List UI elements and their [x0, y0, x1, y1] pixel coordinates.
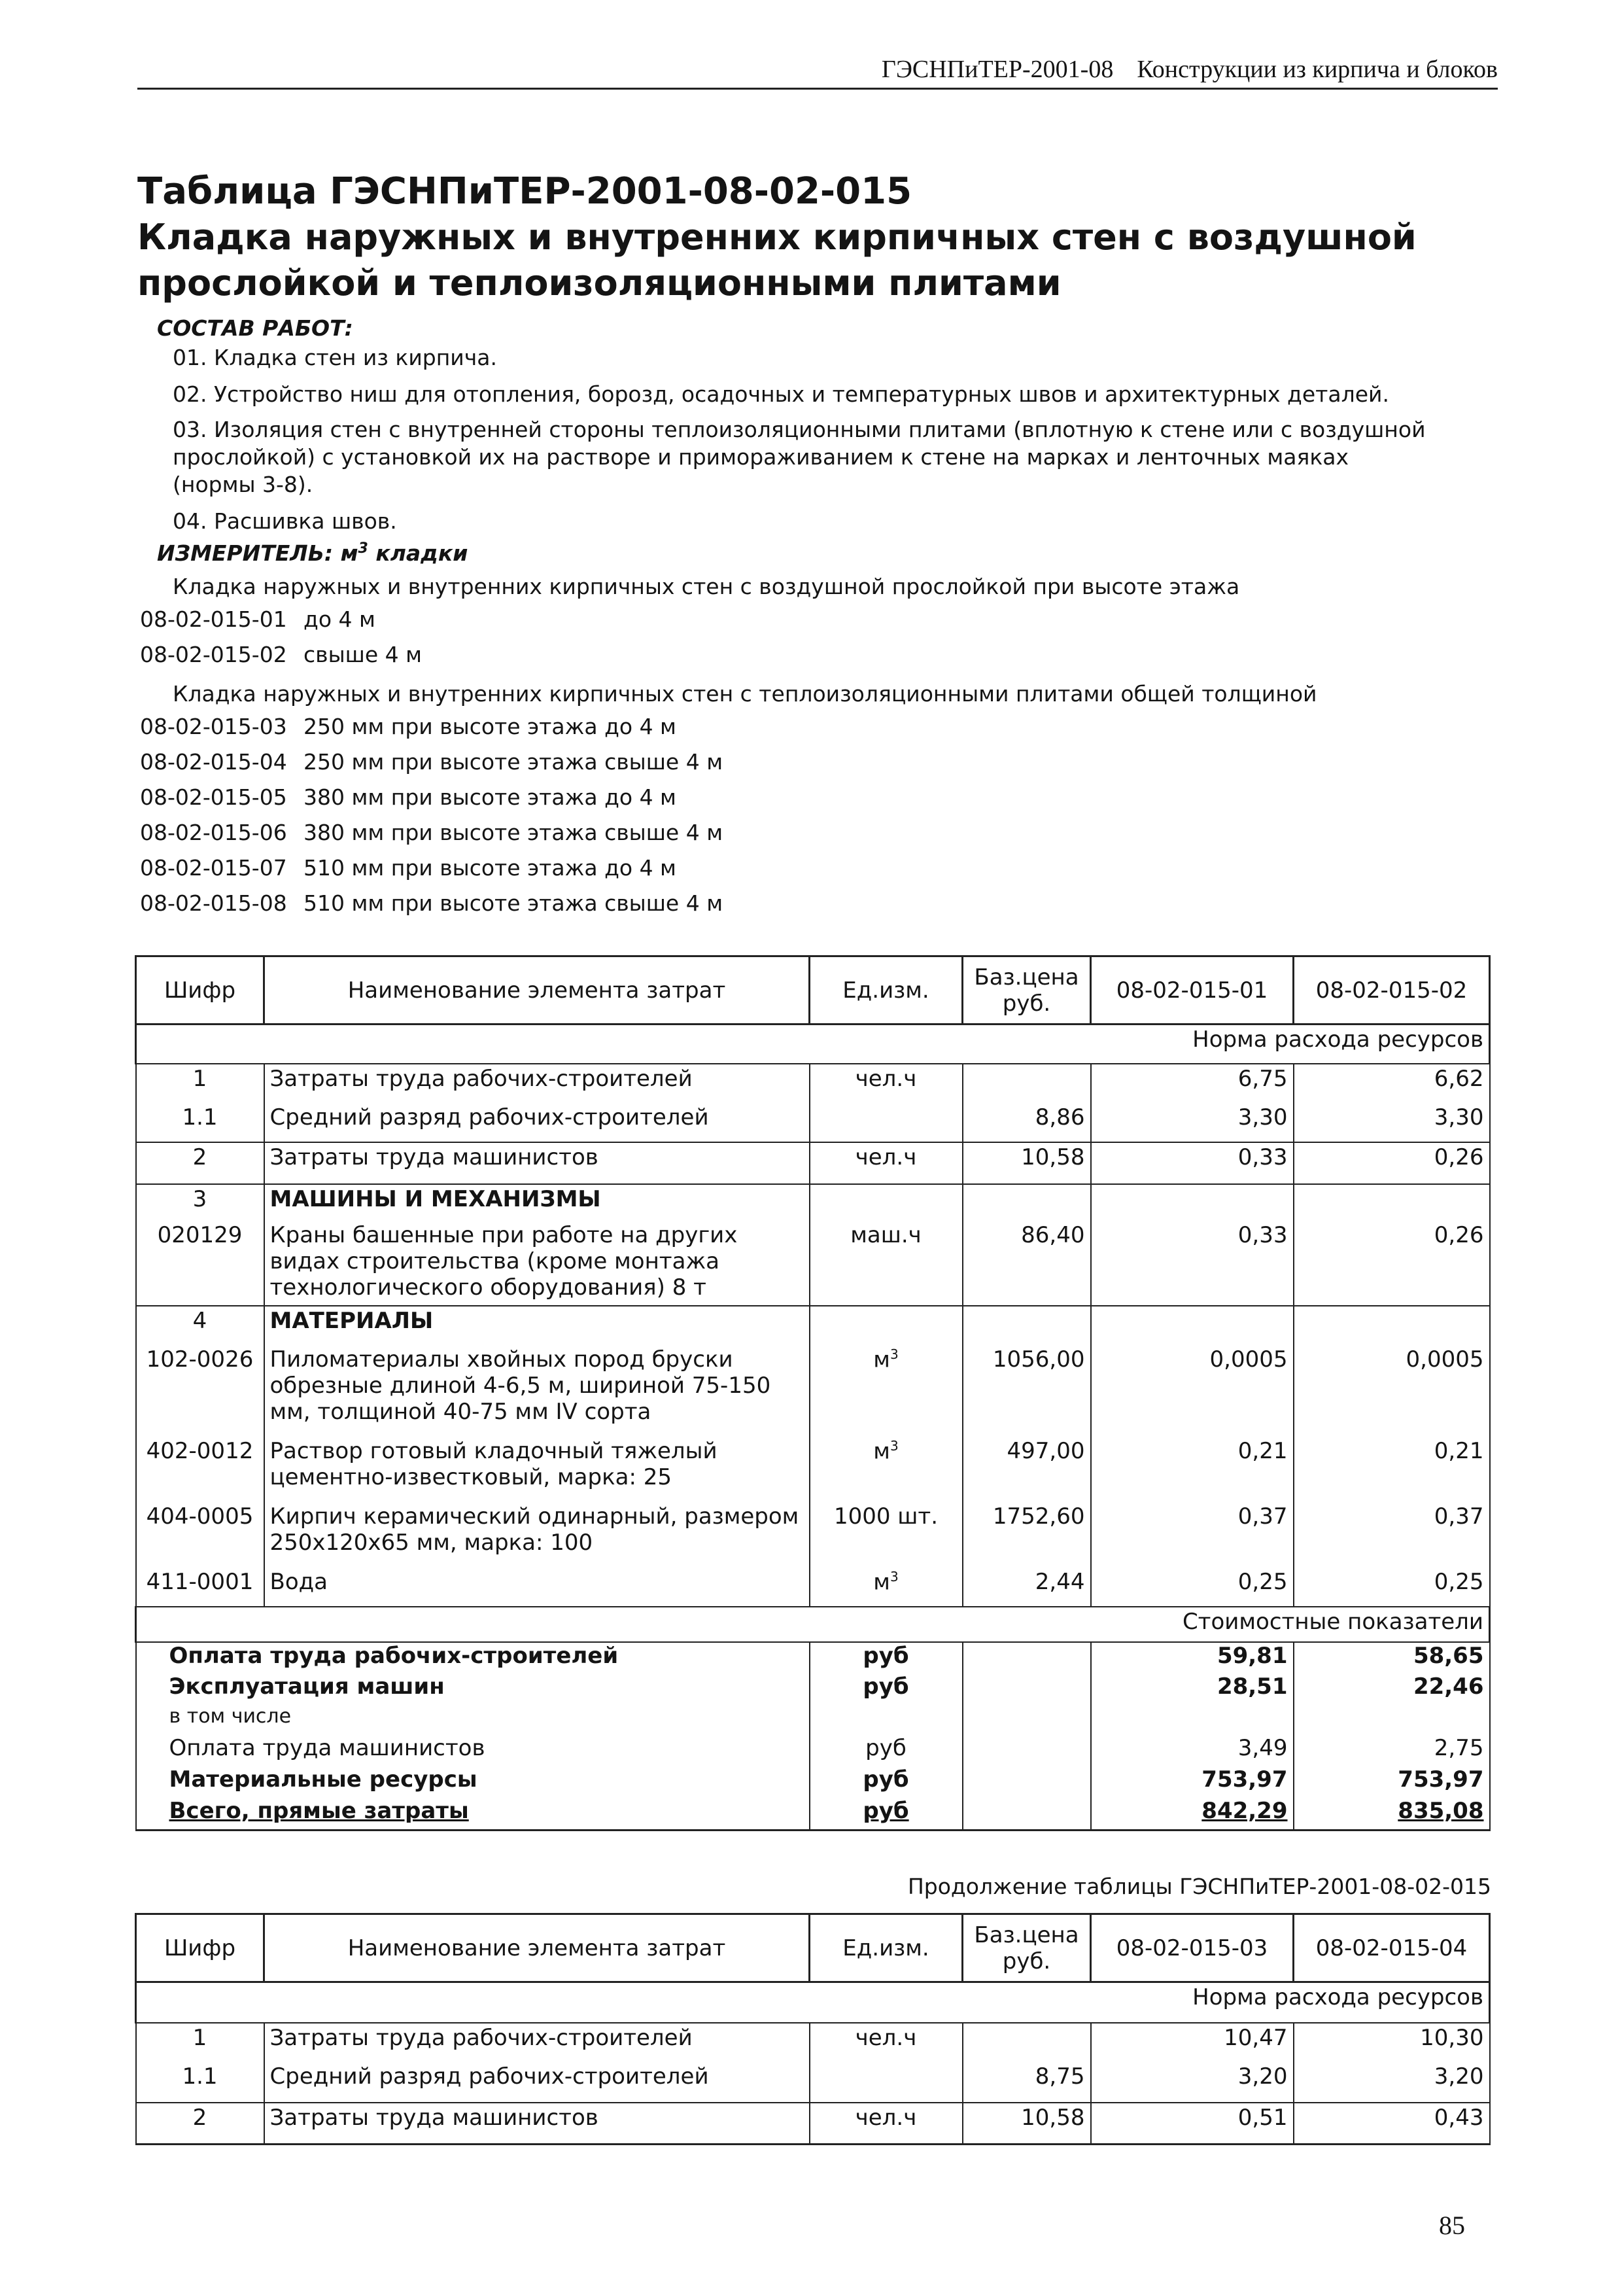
cost-unit: руб — [810, 1642, 963, 1673]
cost-unit: руб — [810, 1798, 963, 1831]
cost-value-a: 3,49 — [1091, 1735, 1294, 1766]
row-value-b: 0,43 — [1294, 2103, 1490, 2145]
row-name: Раствор готовый кладочный тяжелый цементно-известковый, марка: 25 — [264, 1437, 810, 1502]
cost-row-total — [136, 1798, 1490, 1831]
row-value-b: 0,21 — [1294, 1437, 1490, 1502]
norm-code: 08-02-015-04 — [140, 749, 287, 775]
row-name: Средний разряд рабочих-строителей — [264, 2062, 810, 2103]
row-code: 1 — [136, 2023, 264, 2062]
norm-row — [140, 709, 723, 745]
norm-code: 08-02-015-03 — [140, 714, 287, 739]
cost-row — [136, 1705, 1490, 1735]
cost-value-a: 59,81 — [1091, 1642, 1294, 1673]
row-code: 402-0012 — [136, 1437, 264, 1502]
norm-row — [140, 637, 422, 673]
section-title: МАТЕРИАЛЫ — [264, 1306, 810, 1345]
cost-name: Материальные ресурсы — [136, 1766, 810, 1798]
table-subtitle-line-1: Кладка наружных и внутренних кирпичных стен с воздушной — [137, 217, 1417, 258]
row-unit — [810, 1345, 963, 1437]
row-price: 2,44 — [963, 1568, 1091, 1607]
cost-value-a: 753,97 — [1091, 1766, 1294, 1798]
table-row — [136, 2103, 1490, 2145]
row-value-a: 0,25 — [1091, 1568, 1294, 1607]
row-price: 497,00 — [963, 1437, 1091, 1502]
cost-name: Оплата труда машинистов — [136, 1735, 810, 1766]
row-price — [963, 2023, 1091, 2062]
table-row — [136, 1103, 1490, 1142]
row-name: Вода — [264, 1568, 810, 1607]
cost-value-a: 842,29 — [1091, 1798, 1294, 1831]
section-title: МАШИНЫ И МЕХАНИЗМЫ — [264, 1184, 810, 1221]
cost-value-a: 28,51 — [1091, 1673, 1294, 1705]
meter-unit-sup: 3 — [358, 540, 368, 557]
row-unit: чел.ч — [810, 2023, 963, 2062]
row-price: 1056,00 — [963, 1345, 1091, 1437]
row-name: Средний разряд рабочих-строителей — [264, 1103, 810, 1142]
table-subtitle-line-2: прослойкой и теплоизоляционными плитами — [137, 262, 1062, 304]
norm-desc: до 4 м — [303, 606, 375, 632]
row-unit: чел.ч — [810, 1064, 963, 1103]
row-name: Краны башенные при работе на других видах строительства (кроме монтажа технологического оборудования) 8 т — [264, 1221, 810, 1306]
table-header-row — [136, 1914, 1490, 1982]
row-value-b: 3,20 — [1294, 2062, 1490, 2103]
unit-text: м — [873, 1437, 890, 1464]
row-name: Затраты труда рабочих-строителей — [264, 2023, 810, 2062]
row-value-b: 0,37 — [1294, 1502, 1490, 1568]
norm-row — [140, 780, 723, 815]
section-row-materials — [136, 1306, 1490, 1345]
header-code: ГЭСНПиТЕР-2001-08 — [881, 56, 1114, 83]
col-header-name: Наименование элемента затрат — [264, 1914, 810, 1982]
row-value-a: 0,33 — [1091, 1221, 1294, 1306]
norm-code: 08-02-015-01 — [140, 606, 287, 632]
norm-code: 08-02-015-02 — [140, 642, 287, 667]
cost-name: в том числе — [136, 1705, 810, 1735]
row-code: 2 — [136, 2103, 264, 2145]
header-section: Конструкции из кирпича и блоков — [1137, 56, 1498, 83]
norm-desc: 510 мм при высоте этажа до 4 м — [303, 855, 676, 881]
section-row-machines — [136, 1184, 1490, 1221]
row-code: 020129 — [136, 1221, 264, 1306]
row-name: Затраты труда рабочих-строителей — [264, 1064, 810, 1103]
row-value-b: 0,25 — [1294, 1568, 1490, 1607]
unit-sup: 3 — [890, 1568, 899, 1585]
resource-table-2 — [135, 1913, 1491, 2145]
table-row — [136, 1502, 1490, 1568]
norm-band-row — [136, 1025, 1490, 1064]
meter-rest: кладки — [368, 540, 468, 566]
row-unit: чел.ч — [810, 1142, 963, 1184]
row-code: 3 — [136, 1184, 264, 1221]
row-value-a: 6,75 — [1091, 1064, 1294, 1103]
row-code: 411-0001 — [136, 1568, 264, 1607]
row-price: 10,58 — [963, 1142, 1091, 1184]
row-unit: чел.ч — [810, 2103, 963, 2145]
work-item-4: 04. Расшивка швов. — [173, 508, 397, 534]
cost-value-b: 835,08 — [1294, 1798, 1490, 1831]
norm-band-label: Норма расхода ресурсов — [136, 1025, 1490, 1064]
cost-unit: руб — [810, 1673, 963, 1705]
cost-row — [136, 1673, 1490, 1705]
norm-desc: 380 мм при высоте этажа до 4 м — [303, 784, 676, 810]
row-code: 102-0026 — [136, 1345, 264, 1437]
works-label: СОСТАВ РАБОТ: — [157, 315, 353, 341]
row-code: 2 — [136, 1142, 264, 1184]
row-code: 4 — [136, 1306, 264, 1345]
row-unit — [810, 1437, 963, 1502]
row-value-b: 3,30 — [1294, 1103, 1490, 1142]
row-value-a: 0,0005 — [1091, 1345, 1294, 1437]
norm-band-label: Норма расхода ресурсов — [136, 1982, 1490, 2023]
col-header-unit: Ед.изм. — [810, 956, 963, 1025]
row-price: 8,75 — [963, 2062, 1091, 2103]
col-header-norm-b: 08-02-015-04 — [1294, 1914, 1490, 1982]
norm-code: 08-02-015-06 — [140, 820, 287, 845]
row-name: Кирпич керамический одинарный, размером 250х120х65 мм, марка: 100 — [264, 1502, 810, 1568]
meter-line — [157, 540, 468, 566]
row-unit — [810, 1568, 963, 1607]
row-name: Затраты труда машинистов — [264, 1142, 810, 1184]
col-header-unit: Ед.изм. — [810, 1914, 963, 1982]
group2-text: Кладка наружных и внутренних кирпичных стен с теплоизоляционными плитами общей толщиной — [173, 681, 1317, 707]
unit-text: м — [873, 1568, 890, 1595]
group1-list — [140, 602, 422, 673]
row-name: Затраты труда машинистов — [264, 2103, 810, 2145]
row-value-b: 0,26 — [1294, 1221, 1490, 1306]
row-unit — [810, 1103, 963, 1142]
table-row — [136, 1142, 1490, 1184]
table-row — [136, 1345, 1490, 1437]
resource-table-1 — [135, 955, 1491, 1831]
row-value-a: 0,33 — [1091, 1142, 1294, 1184]
norm-row — [140, 602, 422, 637]
col-header-price: Баз.цена руб. — [963, 956, 1091, 1025]
col-header-name: Наименование элемента затрат — [264, 956, 810, 1025]
table-row — [136, 1437, 1490, 1502]
cost-row — [136, 1766, 1490, 1798]
norm-desc: 250 мм при высоте этажа свыше 4 м — [303, 749, 723, 775]
row-value-b: 0,0005 — [1294, 1345, 1490, 1437]
table-row — [136, 1568, 1490, 1607]
row-code: 1.1 — [136, 2062, 264, 2103]
norm-desc: свыше 4 м — [303, 642, 423, 667]
norm-desc: 250 мм при высоте этажа до 4 м — [303, 714, 676, 739]
cost-unit: руб — [810, 1735, 963, 1766]
unit-sup: 3 — [890, 1437, 899, 1454]
norm-band-row — [136, 1982, 1490, 2023]
norm-row — [140, 850, 723, 886]
row-price — [963, 1064, 1091, 1103]
cost-value-b: 58,65 — [1294, 1642, 1490, 1673]
row-value-a: 0,21 — [1091, 1437, 1294, 1502]
row-unit: 1000 шт. — [810, 1502, 963, 1568]
table-heading — [137, 169, 1511, 306]
group1-text: Кладка наружных и внутренних кирпичных стен с воздушной прослойкой при высоте этажа — [173, 574, 1240, 599]
row-price: 86,40 — [963, 1221, 1091, 1306]
table-row — [136, 2062, 1490, 2103]
table-row — [136, 1064, 1490, 1103]
row-code: 1 — [136, 1064, 264, 1103]
row-name: Пиломатериалы хвойных пород бруски обрезные длиной 4-6,5 м, шириной 75-150 мм, толщиной 40-75 мм IV сорта — [264, 1345, 810, 1437]
norm-row — [140, 745, 723, 780]
row-price: 10,58 — [963, 2103, 1091, 2145]
col-header-price: Баз.цена руб. — [963, 1914, 1091, 1982]
row-unit: маш.ч — [810, 1221, 963, 1306]
unit-text: м — [873, 1346, 890, 1373]
cost-band-label: Стоимостные показатели — [136, 1607, 1490, 1642]
work-item-3: 03. Изоляция стен с внутренней стороны теплоизоляционными плитами (вплотную к стене или с воздушной прослойкой) с установкой их на растворе и примораживанием к стене на марках и ленточных маяках (нормы 3-8). — [173, 417, 1426, 497]
row-code: 404-0005 — [136, 1502, 264, 1568]
group2-list — [140, 709, 723, 921]
norm-code: 08-02-015-08 — [140, 890, 287, 916]
row-price: 1752,60 — [963, 1502, 1091, 1568]
cost-value-b: 22,46 — [1294, 1673, 1490, 1705]
work-item-1: 01. Кладка стен из кирпича. — [173, 345, 497, 370]
table-row — [136, 1221, 1490, 1306]
col-header-norm-b: 08-02-015-02 — [1294, 956, 1490, 1025]
col-header-cipher: Шифр — [136, 1914, 264, 1982]
row-value-b: 0,26 — [1294, 1142, 1490, 1184]
cost-name: Эксплуатация машин — [136, 1673, 810, 1705]
meter-label: ИЗМЕРИТЕЛЬ: — [157, 540, 334, 566]
cost-unit: руб — [810, 1766, 963, 1798]
norm-desc: 510 мм при высоте этажа свыше 4 м — [303, 890, 723, 916]
continuation-note: Продолжение таблицы ГЭСНПиТЕР-2001-08-02-015 — [907, 1874, 1491, 1899]
col-header-norm-a: 08-02-015-01 — [1091, 956, 1294, 1025]
cost-name: Всего, прямые затраты — [136, 1798, 810, 1831]
row-value-a: 0,51 — [1091, 2103, 1294, 2145]
row-value-b: 10,30 — [1294, 2023, 1490, 2062]
cost-name: Оплата труда рабочих-строителей — [136, 1642, 810, 1673]
row-price: 8,86 — [963, 1103, 1091, 1142]
work-item-2: 02. Устройство ниш для отопления, борозд, осадочных и температурных швов и архитектурных деталей. — [173, 381, 1389, 407]
cost-value-b: 753,97 — [1294, 1766, 1490, 1798]
cost-row — [136, 1735, 1490, 1766]
row-value-a: 3,30 — [1091, 1103, 1294, 1142]
table-row — [136, 2023, 1490, 2062]
norm-code: 08-02-015-05 — [140, 784, 287, 810]
norm-desc: 380 мм при высоте этажа свыше 4 м — [303, 820, 723, 845]
row-value-a: 0,37 — [1091, 1502, 1294, 1568]
table-header-row — [136, 956, 1490, 1025]
row-value-b: 6,62 — [1294, 1064, 1490, 1103]
cost-band-row — [136, 1607, 1490, 1642]
col-header-norm-a: 08-02-015-03 — [1091, 1914, 1294, 1982]
norm-code: 08-02-015-07 — [140, 855, 287, 881]
row-value-a: 10,47 — [1091, 2023, 1294, 2062]
row-unit — [810, 2062, 963, 2103]
meter-unit: м — [340, 540, 358, 566]
page-number: 85 — [1439, 2211, 1465, 2240]
table-title: Таблица ГЭСНПиТЕР-2001-08-02-015 — [137, 170, 912, 213]
cost-value-b: 2,75 — [1294, 1735, 1490, 1766]
unit-sup: 3 — [890, 1346, 899, 1362]
col-header-cipher: Шифр — [136, 956, 264, 1025]
running-header — [137, 55, 1498, 90]
cost-row — [136, 1642, 1490, 1673]
norm-row — [140, 886, 723, 921]
norm-row — [140, 815, 723, 850]
row-code: 1.1 — [136, 1103, 264, 1142]
row-value-a: 3,20 — [1091, 2062, 1294, 2103]
